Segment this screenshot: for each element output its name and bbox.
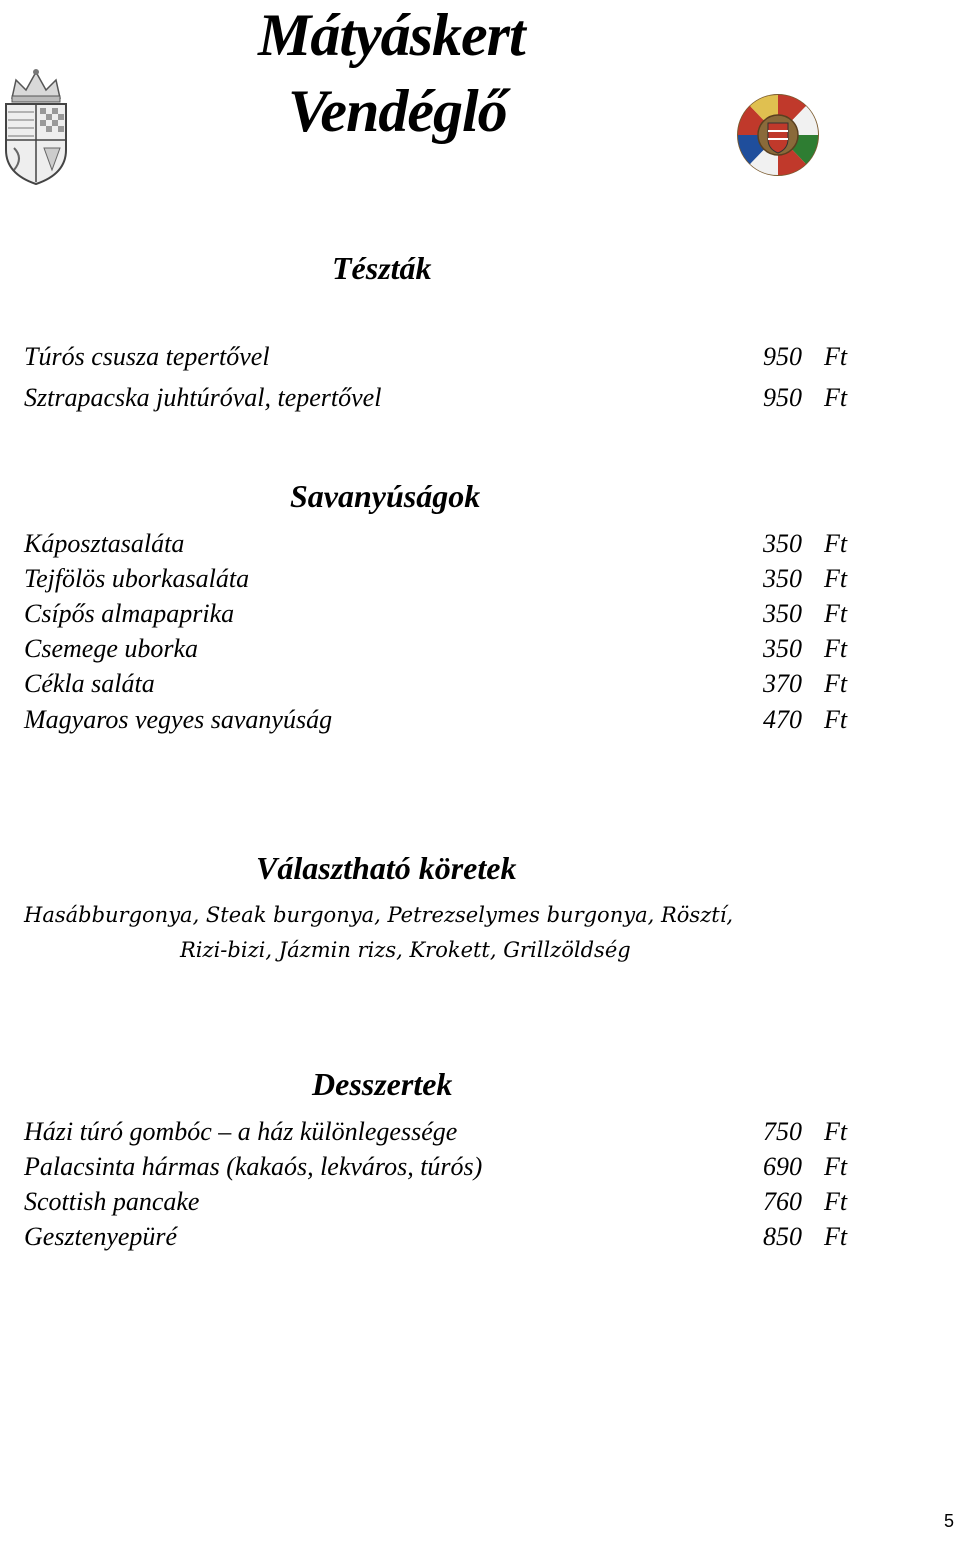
dish-name: Csemege uborka: [24, 634, 199, 663]
section-heading-desszertek: Desszertek: [312, 1066, 453, 1102]
price-currency: Ft: [824, 599, 848, 628]
dish-name: Tejfölös uborkasaláta: [24, 564, 250, 593]
price-currency: Ft: [824, 705, 848, 734]
dish-name: Túrós csusza tepertővel: [24, 342, 270, 371]
price-currency: Ft: [824, 1187, 848, 1216]
dish-price: 950: [763, 342, 802, 371]
menu-row: [0, 1184, 960, 1219]
price-currency: Ft: [824, 669, 848, 698]
menu-row: [0, 339, 960, 374]
price-currency: Ft: [824, 634, 848, 663]
price-currency: Ft: [824, 1222, 848, 1251]
menu-row: [0, 526, 960, 561]
dish-name: Sztrapacska juhtúróval, tepertővel: [24, 383, 382, 412]
price-currency: Ft: [824, 1117, 848, 1146]
price-currency: Ft: [824, 342, 848, 371]
price-currency: Ft: [824, 564, 848, 593]
section-heading-savanyusagok: Savanyúságok: [290, 478, 481, 514]
dish-price: 350: [763, 529, 802, 558]
side-dishes-line-2: Rizi-bizi, Jázmin rizs, Krokett, Grillzöldség: [180, 938, 631, 962]
menu-row: [0, 1219, 960, 1254]
dish-name: Gesztenyepüré: [24, 1222, 178, 1251]
dish-name: Házi túró gombóc – a ház különlegessége: [24, 1117, 458, 1146]
dish-price: 470: [763, 705, 802, 734]
dish-price: 950: [763, 383, 802, 412]
price-currency: Ft: [824, 383, 848, 412]
dish-price: 760: [763, 1187, 802, 1216]
dish-price: 350: [763, 599, 802, 628]
dish-price: 850: [763, 1222, 802, 1251]
menu-row: [0, 1114, 960, 1149]
page-number: 5: [944, 1511, 955, 1531]
menu-row: [0, 631, 960, 666]
price-currency: Ft: [824, 1152, 848, 1181]
dish-name: Palacsinta hármas (kakaós, lekváros, túrós): [24, 1152, 483, 1181]
menu-row: [0, 380, 960, 415]
dish-price: 350: [763, 564, 802, 593]
dish-price: 370: [763, 669, 802, 698]
restaurant-title-line-2: Vendéglő: [288, 78, 507, 144]
dish-name: Scottish pancake: [24, 1187, 200, 1216]
dish-name: Csípős almapaprika: [24, 599, 235, 628]
dish-name: Magyaros vegyes savanyúság: [24, 705, 333, 734]
menu-row: [0, 702, 960, 737]
section-heading-tesztak: Tészták: [332, 250, 432, 286]
menu-row: [0, 561, 960, 596]
dish-price: 750: [763, 1117, 802, 1146]
restaurant-title-line-1: Mátyáskert: [258, 2, 525, 68]
dish-name: Káposztasaláta: [24, 529, 185, 558]
side-dishes-line-1: Hasábburgonya, Steak burgonya, Petrezselymes burgonya, Rösztí,: [24, 903, 734, 927]
round-heraldic-emblem-icon: [736, 93, 820, 177]
menu-row: [0, 666, 960, 701]
dish-price: 690: [763, 1152, 802, 1181]
coat-of-arms-icon: [0, 66, 72, 186]
dish-name: Cékla saláta: [24, 669, 155, 698]
menu-row: [0, 1149, 960, 1184]
section-heading-koretek: Választható köretek: [256, 850, 517, 886]
price-currency: Ft: [824, 529, 848, 558]
dish-price: 350: [763, 634, 802, 663]
menu-row: [0, 596, 960, 631]
